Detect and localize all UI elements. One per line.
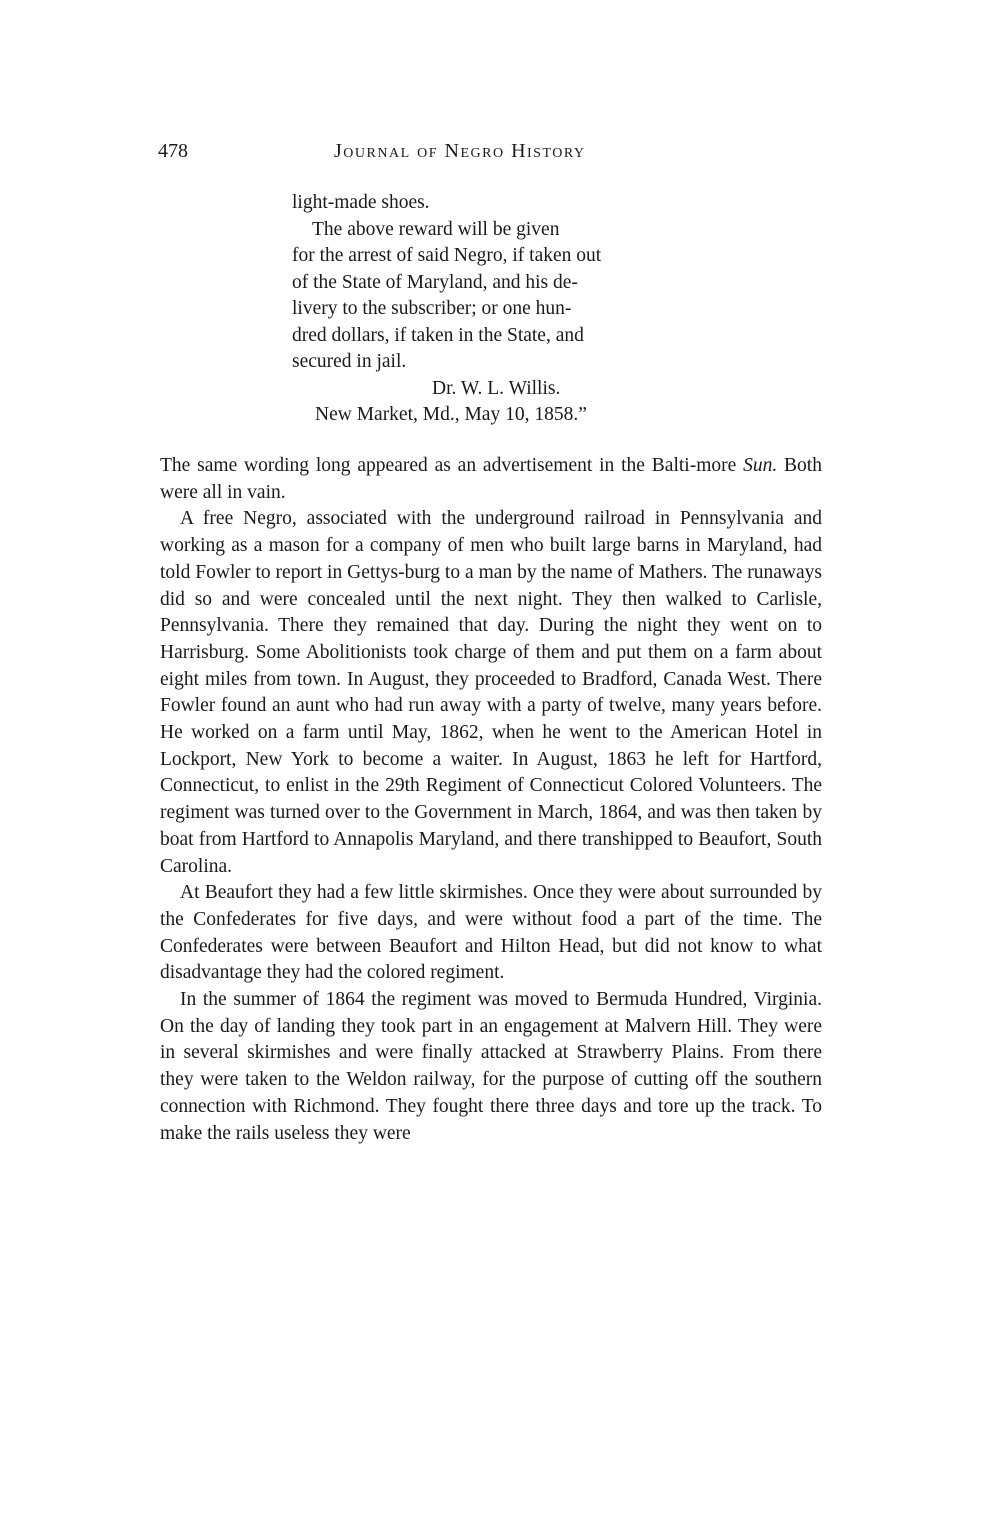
body-text (160, 453, 822, 1147)
page-header (158, 140, 818, 170)
quote-line: light-made shoes. (292, 192, 430, 213)
quote-line: of the State of Maryland, and his de- (292, 271, 578, 293)
newspaper-title: Sun. (743, 455, 778, 476)
paragraph-1-text: The same wording long appeared as an advertisement in the Balti-more (160, 455, 744, 476)
paragraph-1 (160, 453, 822, 506)
quote-place-date: New Market, Md., May 10, 1858.” (315, 404, 587, 425)
paragraph-3: At Beaufort they had a few little skirmishes. Once they were about surrounded by the Confederates for five days, and were without food a part of the time. The Confederates were between Beaufort and Hilton Head, but did not know to what disadvantage they had the colored regiment. (160, 882, 822, 984)
paragraph-2: A free Negro, associated with the underground railroad in Pennsylvania and working as a mason for a company of men who built large barns in Maryland, had told Fowler to report in Gettys-burg to a man by the name of Mathers. The runaways did so and were concealed until the next night. They then walked to Carlisle, Pennsylvania. There they remained that day. During the night they went on to Harrisburg. Some Abolitionists took charge of them and put them on a farm about eight miles from town. In August, they proceeded to Bradford, Canada West. There Fowler found an aunt who had run away with a party of twelve, many years before. He worked on a farm until May, 1862, when he went to the American Hotel in Lockport, New York to become a waiter. In August, 1863 he left for Hartford, Connecticut, to enlist in the 29th Regiment of Connecticut Colored Volunteers. The regiment was turned over to the Government in March, 1864, and was then taken by boat from Hartford to Annapolis Maryland, and there transhipped to Beaufort, South Carolina. (160, 508, 822, 877)
quote-line: secured in jail. (292, 351, 407, 372)
advertisement-quote (292, 190, 712, 429)
quote-line: livery to the subscriber; or one hun- (292, 298, 572, 319)
quote-line: for the arrest of said Negro, if taken out (292, 245, 602, 266)
paragraph-4: In the summer of 1864 the regiment was moved to Bermuda Hundred, Virginia. On the day of landing they took part in an engagement at Malvern Hill. They were in several skirmishes and were finally attacked at Strawberry Plains. From there they were taken to the Weldon railway, for the purpose of cutting off the southern connection with Richmond. They fought there three days and tore up the track. To make the rails useless they were (160, 989, 822, 1144)
paragraph-1-text-end: Both were all in vain. (160, 455, 822, 503)
page-number: 478 (158, 140, 188, 162)
quote-line: The above reward will be given (312, 218, 560, 240)
quote-signature: Dr. W. L. Willis. (432, 377, 561, 399)
quote-line: dred dollars, if taken in the State, and (292, 324, 584, 346)
running-head: Journal of Negro History (334, 140, 586, 162)
